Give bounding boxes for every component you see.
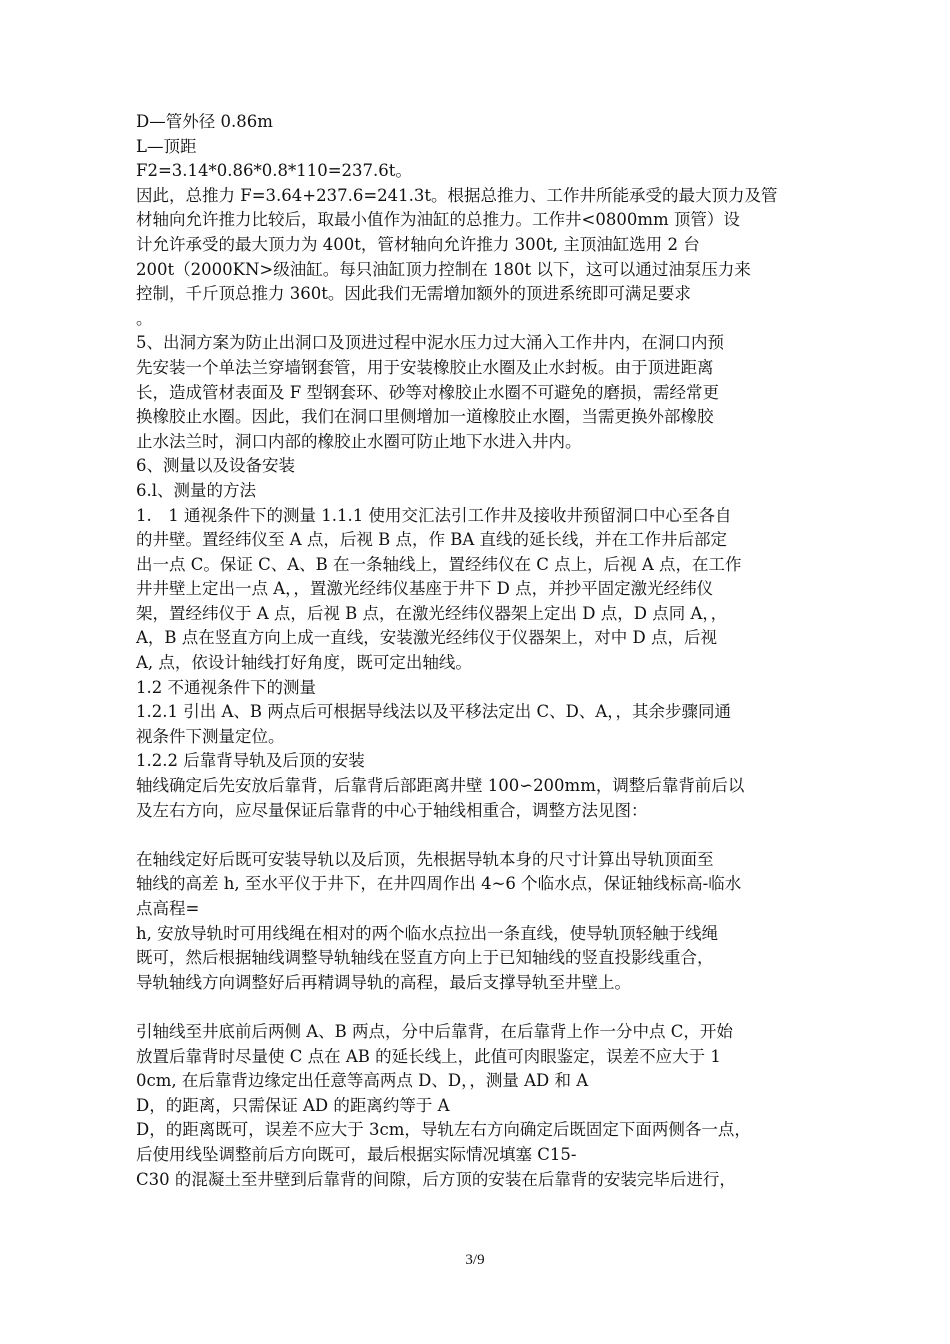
paragraph bbox=[136, 700, 826, 749]
text-line: 。 bbox=[136, 308, 153, 328]
text-line: 1. 1 通视条件下的测量 1.1.1 使用交汇法引工作井及接收井预留洞口中心至各自 bbox=[136, 505, 732, 525]
text-line: 6.l、测量的方法 bbox=[136, 480, 257, 500]
paragraph bbox=[136, 135, 826, 160]
text-line: 后使用线坠调整前后方向既可，最后根据实际情况填塞 C15- bbox=[136, 1144, 577, 1164]
paragraph bbox=[136, 1094, 826, 1119]
text-line: A, 点，依设计轴线打好角度，既可定出轴线。 bbox=[136, 653, 472, 673]
text-line: 1.2.2 后靠背导轨及后顶的安装 bbox=[136, 751, 365, 771]
text-line: 的井壁。置经纬仪至 A 点，后视 B 点，作 BA 直线的延长线，并在工作井后部定 bbox=[136, 530, 728, 550]
paragraph bbox=[136, 1020, 826, 1094]
blank-line bbox=[136, 995, 826, 1020]
paragraph bbox=[136, 479, 826, 504]
text-line: 6、测量以及设备安装 bbox=[136, 456, 295, 476]
text-line: D，的距离，只需保证 AD 的距离约等于 A bbox=[136, 1095, 450, 1115]
text-line: 长，造成管材表面及 F 型钢套环、砂等对橡胶止水圈不可避免的磨损，需经常更 bbox=[136, 382, 719, 402]
text-line: A，B 点在竖直方向上成一直线，安装激光经纬仪于仪器架上，对中 D 点，后视 bbox=[136, 628, 718, 648]
paragraph bbox=[136, 110, 826, 135]
text-line: 5、出洞方案为防止出洞口及顶进过程中泥水压力过大涌入工作井内，在洞口内预 bbox=[136, 333, 724, 353]
text-line: 轴线确定后先安放后靠背，后靠背后部距离井壁 100∽200mm，调整后靠背前后以 bbox=[136, 776, 745, 796]
text-line: 引轴线至井底前后两侧 A、B 两点，分中后靠背，在后靠背上作一分中点 C，开始 bbox=[136, 1021, 733, 1041]
paragraph bbox=[136, 995, 826, 1020]
text-line: C30 的混凝土至井壁到后靠背的间隙，后方顶的安装在后靠背的安装完毕后进行， bbox=[136, 1169, 736, 1189]
page-number: 3/9 bbox=[465, 1252, 485, 1268]
text-line: 井井壁上定出一点 A，，置激光经纬仪基座于井下 D 点，并抄平固定激光经纬仪 bbox=[136, 579, 714, 599]
text-line: 换橡胶止水圈。因此，我们在洞口里侧增加一道橡胶止水圈，当需更换外部橡胶 bbox=[136, 407, 714, 427]
text-line: 0cm, 在后靠背边缘定出任意等高两点 D、D，，测量 AD 和 A bbox=[136, 1071, 589, 1091]
text-line: 导轨轴线方向调整好后再精调导轨的高程，最后支撑导轨至井壁上。 bbox=[136, 972, 631, 992]
text-line: 轴线的高差 h, 至水平仪于井下，在井四周作出 4~6 个临水点，保证轴线标高-临水 bbox=[136, 874, 742, 894]
blank-line bbox=[136, 823, 826, 848]
text-line: 材轴向允许推力比较后，取最小值作为油缸的总推力。工作井<0800mm 顶管）设 bbox=[136, 210, 740, 230]
text-line: 1.2 不通视条件下的测量 bbox=[136, 677, 316, 697]
text-line: 出一点 C。保证 C、A、B 在一条轴线上，置经纬仪在 C 点上，后视 A 点，在工作 bbox=[136, 554, 742, 574]
paragraph bbox=[136, 184, 826, 332]
paragraph bbox=[136, 823, 826, 848]
text-line: 控制，千斤顶总推力 360t。因此我们无需增加额外的顶进系统即可满足要求 bbox=[136, 284, 691, 304]
text-line: F2=3.14*0.86*0.8*110=237.6t。 bbox=[136, 161, 412, 181]
text-line: 先安装一个单法兰穿墙钢套管，用于安装橡胶止水圈及止水封板。由于顶进距离 bbox=[136, 357, 714, 377]
text-line: D，的距离既可，误差不应大于 3cm，导轨左右方向确定后既固定下面两侧各一点， bbox=[136, 1120, 751, 1140]
text-line: 及左右方向，应尽量保证后靠背的中心于轴线相重合，调整方法见图： bbox=[136, 800, 648, 820]
paragraph bbox=[136, 749, 826, 774]
paragraph bbox=[136, 159, 826, 184]
text-line: 在轴线定好后既可安装导轨以及后顶，先根据导轨本身的尺寸计算出导轨顶面至 bbox=[136, 849, 714, 869]
text-line: 因此，总推力 F=3.64+237.6=241.3t。根据总推力、工作井所能承受的最大顶力及管 bbox=[136, 185, 778, 205]
text-line: 视条件下测量定位。 bbox=[136, 726, 285, 746]
text-line: L—顶距 bbox=[136, 136, 197, 156]
text-line: 止水法兰时，洞口内部的橡胶止水圈可防止地下水进入井内。 bbox=[136, 431, 582, 451]
paragraph bbox=[136, 676, 826, 701]
paragraph bbox=[136, 1168, 826, 1193]
text-line: 计允许承受的最大顶力为 400t，管材轴向允许推力 300t, 主顶油缸选用 2 台 bbox=[136, 234, 700, 254]
text-line: 1.2.1 引出 A、B 两点后可根据导线法以及平移法定出 C、D、A，，其余步骤同通 bbox=[136, 702, 732, 722]
paragraph bbox=[136, 331, 826, 454]
paragraph bbox=[136, 1118, 826, 1167]
text-line: 放置后靠背时尽量使 C 点在 AB 的延长线上，此值可肉眼鉴定，误差不应大于 1 bbox=[136, 1046, 721, 1066]
paragraph bbox=[136, 922, 826, 996]
document-body bbox=[136, 110, 826, 1192]
text-line: h, 安放导轨时可用线绳在相对的两个临水点拉出一条直线，使导轨顶轻触于线绳 bbox=[136, 923, 719, 943]
paragraph bbox=[136, 504, 826, 676]
text-line: 架，置经纬仪于 A 点，后视 B 点，在激光经纬仪器架上定出 D 点，D 点同 A，， bbox=[136, 603, 728, 623]
text-line: 既可，然后根据轴线调整导轨轴线在竖直方向上于已知轴线的竖直投影线重合， bbox=[136, 948, 714, 968]
text-line: 点高程= bbox=[136, 899, 200, 918]
text-line: 200t（2000KN>级油缸。每只油缸顶力控制在 180t 以下，这可以通过油泵压力来 bbox=[136, 259, 751, 279]
text-line: D—管外径 0.86m bbox=[136, 112, 273, 131]
paragraph bbox=[136, 774, 826, 823]
paragraph bbox=[136, 454, 826, 479]
paragraph bbox=[136, 848, 826, 922]
